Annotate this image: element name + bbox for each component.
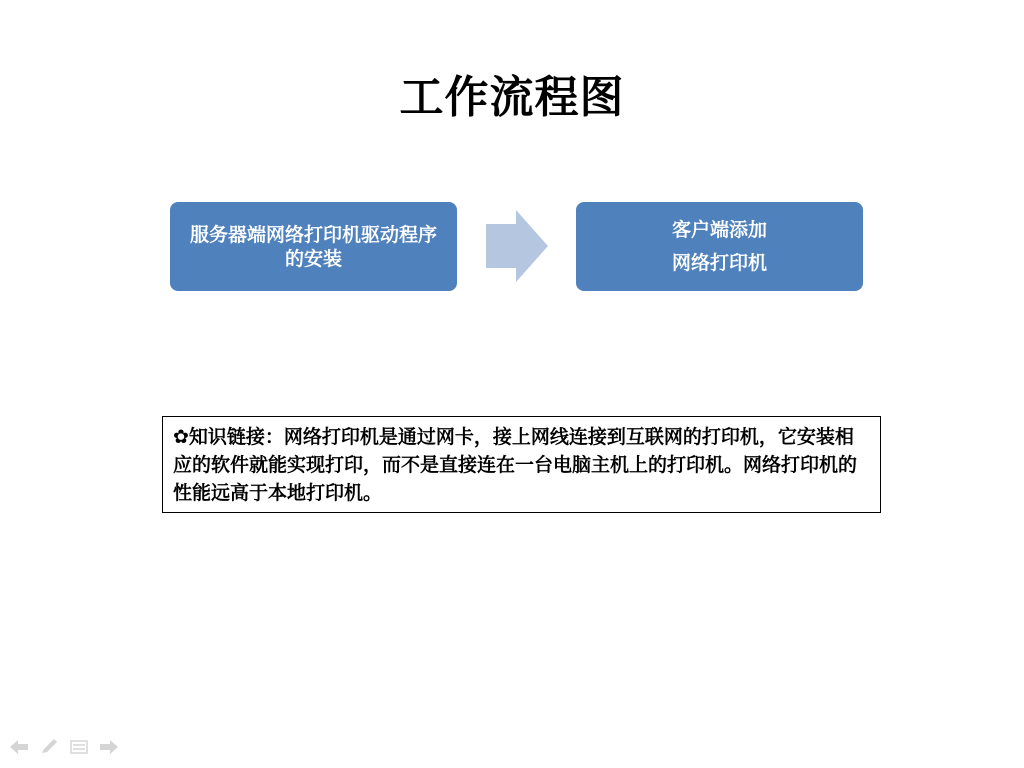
flow-step-line: 网络打印机 [671, 251, 767, 274]
flow-step-server-driver [170, 202, 457, 291]
flow-arrow-icon [486, 210, 548, 282]
slideshow-nav [8, 738, 120, 756]
flower-icon: ✿ [173, 426, 189, 448]
pen-icon[interactable] [38, 738, 60, 756]
slide-title: 工作流程图 [399, 72, 625, 123]
flow-step-line: 客户端添加 [671, 218, 767, 241]
flow-step-line: 的安装 [284, 247, 342, 270]
knowledge-link-note [162, 416, 881, 513]
flow-step-client-add [576, 202, 863, 291]
note-text: 知识链接：网络打印机是通过网卡，接上网线连接到互联网的打印机，它安装相应的软件就能实现打印，而不是直接连在一台电脑主机上的打印机。网络打印机的性能远高于本地打印机。 [173, 426, 858, 504]
arrow-right-icon[interactable] [98, 738, 120, 756]
menu-icon[interactable] [68, 738, 90, 756]
flow-step-line: 服务器端网络打印机驱动程序 [189, 223, 437, 246]
arrow-left-icon[interactable] [8, 738, 30, 756]
